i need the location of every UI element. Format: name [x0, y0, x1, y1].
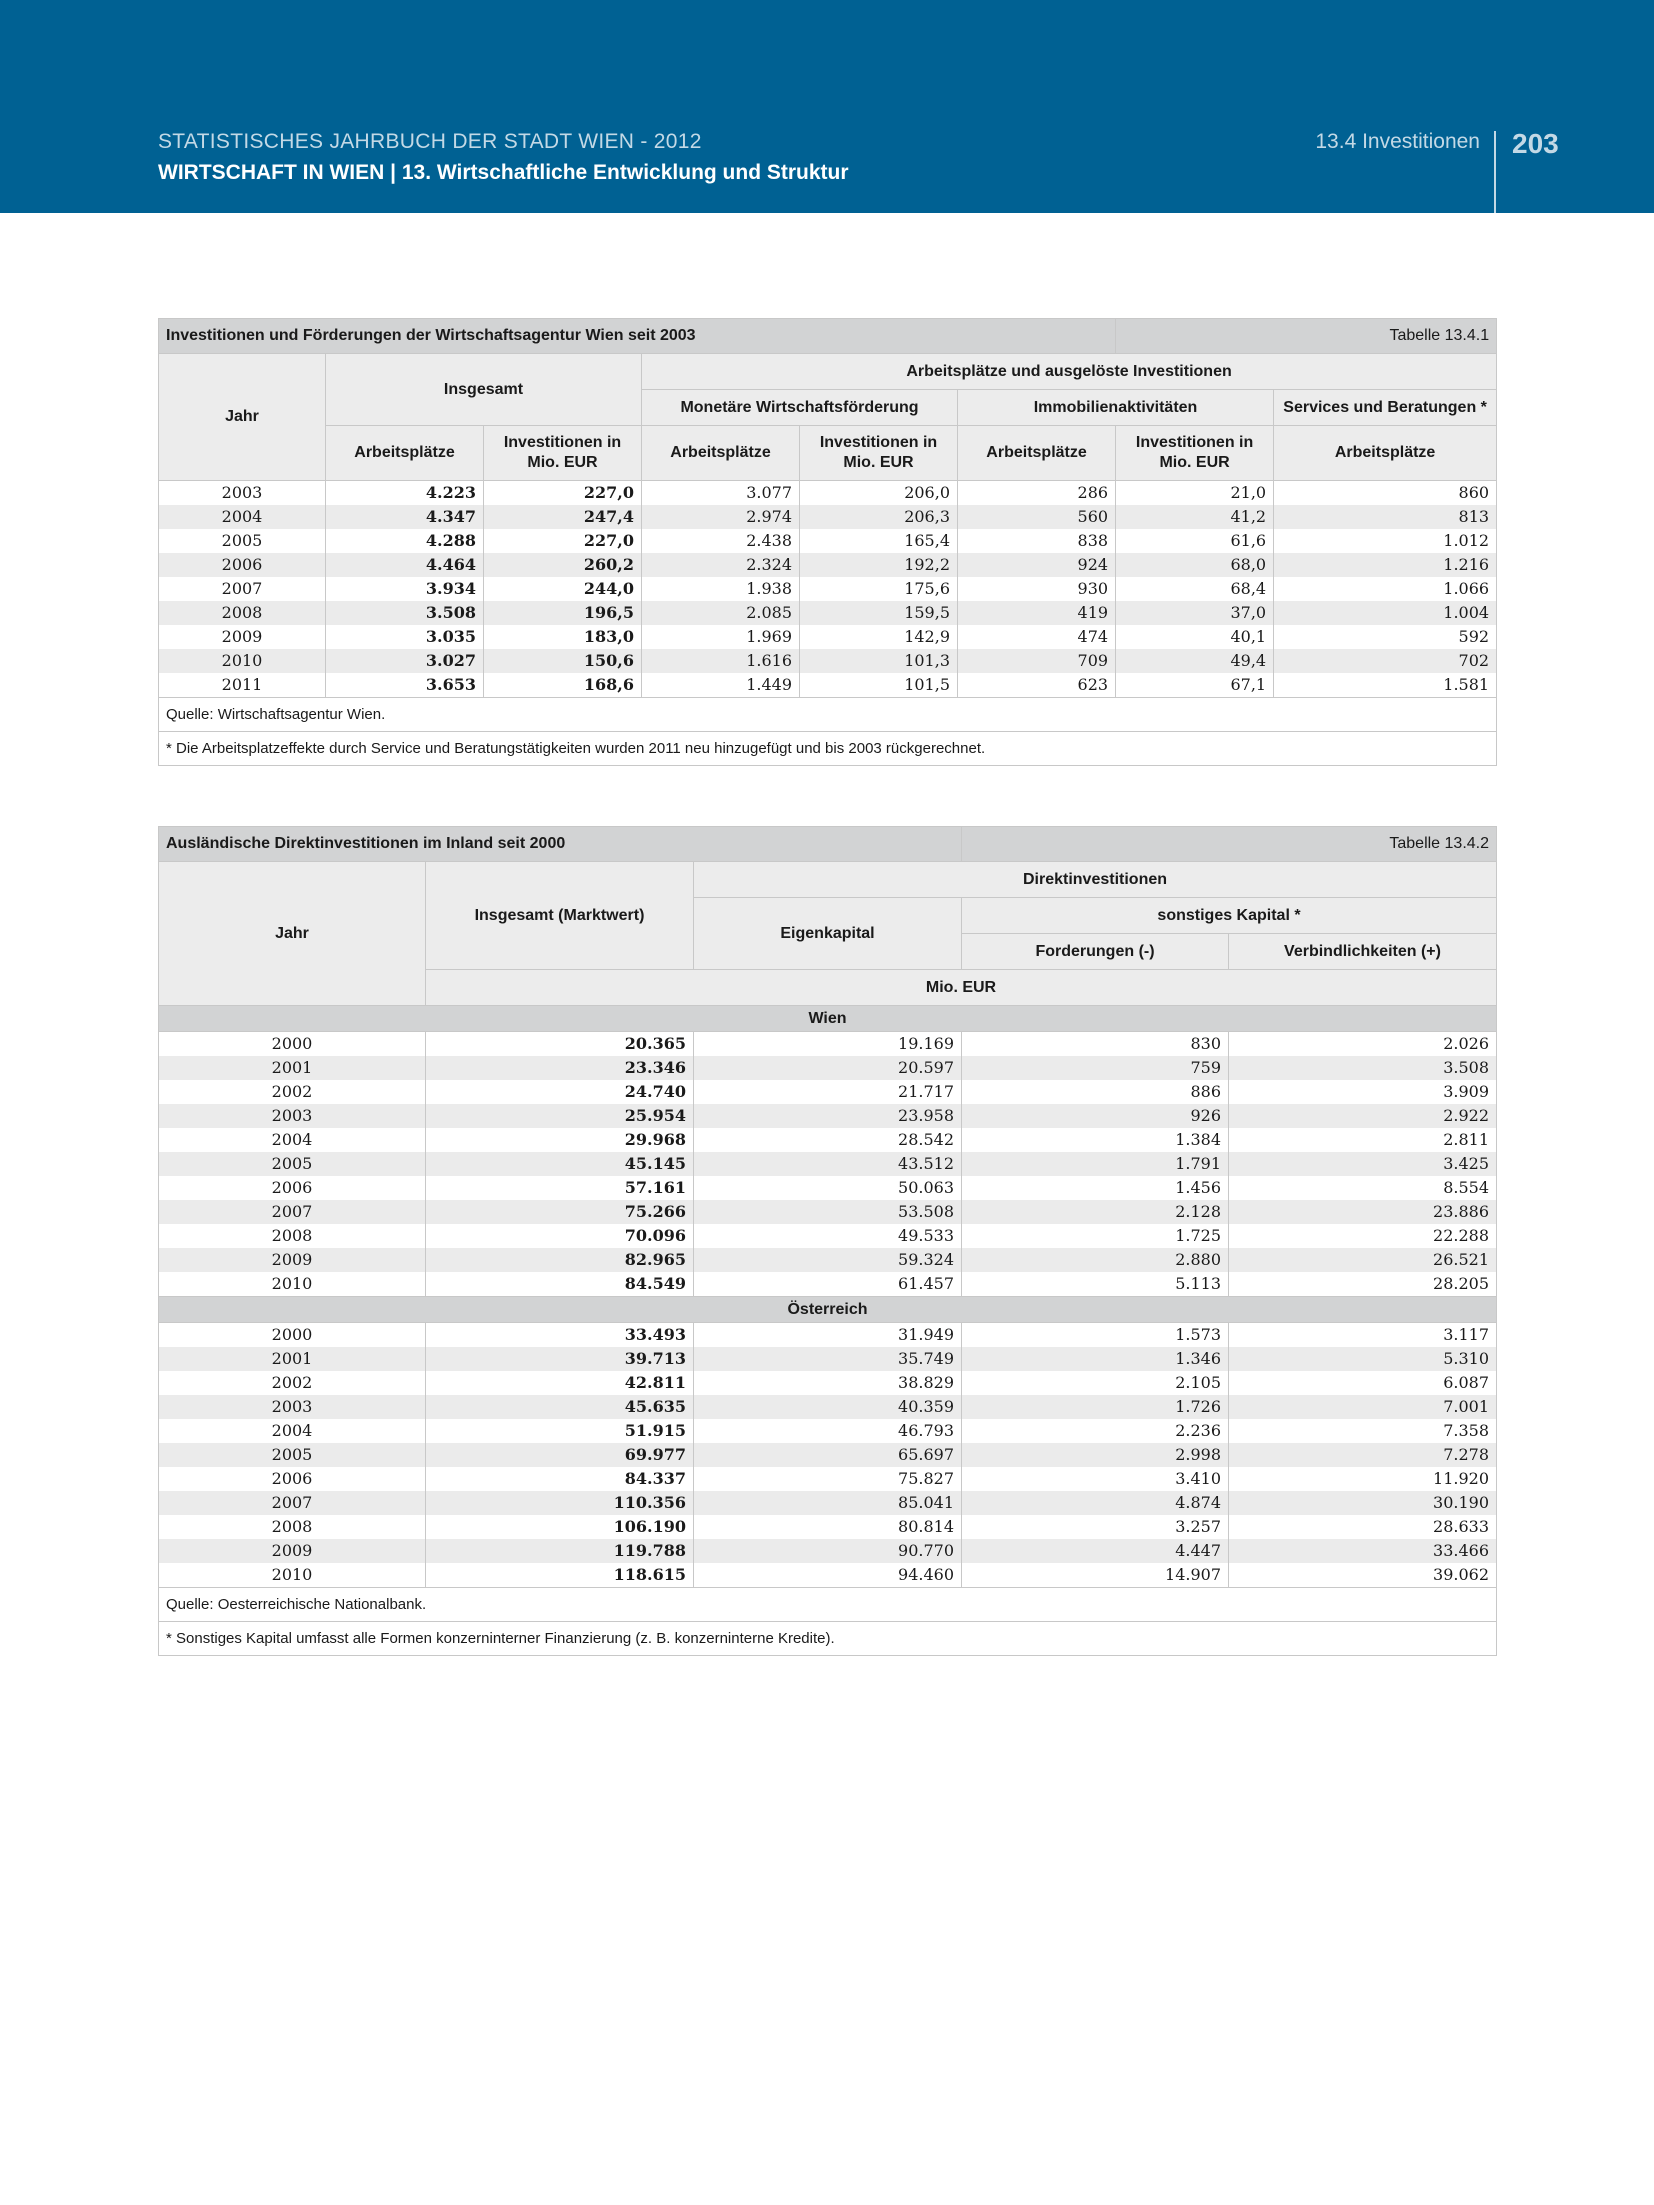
table-cell: 39.062 [1229, 1563, 1497, 1588]
col-header-insgesamt: Insgesamt [326, 354, 642, 426]
table-cell: 3.035 [326, 625, 484, 649]
table-cell: 886 [962, 1080, 1229, 1104]
table-cell: 260,2 [484, 553, 642, 577]
table-cell: 2005 [159, 1152, 426, 1176]
table-cell: 3.410 [962, 1467, 1229, 1491]
table-row [159, 577, 1497, 601]
table-row [159, 1272, 1497, 1297]
table-cell: 2.974 [642, 505, 800, 529]
table-cell: 67,1 [1116, 673, 1274, 698]
table-cell: 51.915 [426, 1419, 694, 1443]
col-header-eigenkapital: Eigenkapital [694, 898, 962, 970]
table-cell: 2009 [159, 1248, 426, 1272]
table-cell: 1.216 [1274, 553, 1497, 577]
table-cell: 28.542 [694, 1128, 962, 1152]
table-cell: 4.464 [326, 553, 484, 577]
table-cell: 5.113 [962, 1272, 1229, 1297]
table-row [159, 1056, 1497, 1080]
table-cell: 3.117 [1229, 1323, 1497, 1348]
table-cell: 759 [962, 1056, 1229, 1080]
table-cell: 838 [958, 529, 1116, 553]
table-cell: 2006 [159, 1467, 426, 1491]
table-cell: 830 [962, 1032, 1229, 1057]
table-cell: 3.425 [1229, 1152, 1497, 1176]
table-cell: 2.880 [962, 1248, 1229, 1272]
table-cell: 592 [1274, 625, 1497, 649]
header-divider [1494, 131, 1496, 213]
table-cell: 26.521 [1229, 1248, 1497, 1272]
table-cell: 2010 [159, 649, 326, 673]
table-cell: 82.965 [426, 1248, 694, 1272]
table-cell: 57.161 [426, 1176, 694, 1200]
table-cell: 3.934 [326, 577, 484, 601]
table-cell: 24.740 [426, 1080, 694, 1104]
table-cell: 61.457 [694, 1272, 962, 1297]
group-label: Österreich [159, 1297, 1497, 1323]
table-cell: 2010 [159, 1272, 426, 1297]
table-row [159, 1032, 1497, 1057]
table-row [159, 601, 1497, 625]
table-cell: 68,4 [1116, 577, 1274, 601]
table-cell: 53.508 [694, 1200, 962, 1224]
table-cell: 94.460 [694, 1563, 962, 1588]
table-cell: 90.770 [694, 1539, 962, 1563]
table-cell: 2004 [159, 505, 326, 529]
col-header-verbindlichkeiten: Verbindlichkeiten (+) [1229, 934, 1497, 970]
col-header-jahr: Jahr [159, 354, 326, 481]
table-cell: 28.633 [1229, 1515, 1497, 1539]
table-cell: 206,0 [800, 481, 958, 506]
table-cell: 227,0 [484, 529, 642, 553]
table-cell: 3.508 [1229, 1056, 1497, 1080]
table-row [159, 1467, 1497, 1491]
table-cell: 110.356 [426, 1491, 694, 1515]
table-cell: 2010 [159, 1563, 426, 1588]
table-row [159, 1491, 1497, 1515]
table-cell: 183,0 [484, 625, 642, 649]
table-cell: 150,6 [484, 649, 642, 673]
table-cell: 2009 [159, 625, 326, 649]
table-cell: 247,4 [484, 505, 642, 529]
table-row [159, 1224, 1497, 1248]
table-cell: 2.922 [1229, 1104, 1497, 1128]
section-label: 13.4 Investitionen [1315, 130, 1480, 153]
table-cell: 42.811 [426, 1371, 694, 1395]
col-header-arbeitsplaetze: Arbeitsplätze [642, 426, 800, 481]
col-header-investitionen: Investitionen in Mio. EUR [1116, 426, 1274, 481]
table-cell: 3.508 [326, 601, 484, 625]
table-cell: 2.236 [962, 1419, 1229, 1443]
table-cell: 1.384 [962, 1128, 1229, 1152]
table-cell: 84.337 [426, 1467, 694, 1491]
publication-title: STATISTISCHES JAHRBUCH DER STADT WIEN - 2012 [158, 130, 702, 153]
table-cell: 118.615 [426, 1563, 694, 1588]
page-number: 203 [1512, 128, 1559, 159]
table-title: Investitionen und Förderungen der Wirtschaftsagentur Wien seit 2003 [159, 319, 1116, 354]
table-cell: 2006 [159, 1176, 426, 1200]
table-cell: 19.169 [694, 1032, 962, 1057]
table-cell: 2004 [159, 1128, 426, 1152]
table-row [159, 553, 1497, 577]
table-cell: 1.004 [1274, 601, 1497, 625]
table-row [159, 1443, 1497, 1467]
table-cell: 1.726 [962, 1395, 1229, 1419]
table-cell: 7.278 [1229, 1443, 1497, 1467]
table-cell: 3.257 [962, 1515, 1229, 1539]
table-cell: 25.954 [426, 1104, 694, 1128]
table-row [159, 1371, 1497, 1395]
table-title-row [159, 827, 1497, 862]
table-cell: 61,6 [1116, 529, 1274, 553]
table-row [159, 1539, 1497, 1563]
table-cell: 6.087 [1229, 1371, 1497, 1395]
table-cell: 35.749 [694, 1347, 962, 1371]
col-header-investitionen: Investitionen in Mio. EUR [800, 426, 958, 481]
table-cell: 227,0 [484, 481, 642, 506]
table-row [159, 1395, 1497, 1419]
table-row [159, 1176, 1497, 1200]
table-cell: 46.793 [694, 1419, 962, 1443]
table-cell: 20.597 [694, 1056, 962, 1080]
table-cell: 21,0 [1116, 481, 1274, 506]
table-body [159, 1006, 1497, 1588]
table-cell: 165,4 [800, 529, 958, 553]
col-header-direktinvestitionen: Direktinvestitionen [694, 862, 1497, 898]
table-cell: 702 [1274, 649, 1497, 673]
page-header [0, 0, 1654, 213]
table-number: Tabelle 13.4.1 [1116, 319, 1497, 354]
group-label: Wien [159, 1006, 1497, 1032]
table-cell: 8.554 [1229, 1176, 1497, 1200]
table-source: Quelle: Oesterreichische Nationalbank. [159, 1588, 1497, 1622]
table-cell: 1.012 [1274, 529, 1497, 553]
table-cell: 1.725 [962, 1224, 1229, 1248]
table-cell: 175,6 [800, 577, 958, 601]
table-cell: 2.085 [642, 601, 800, 625]
table-cell: 2007 [159, 577, 326, 601]
table-cell: 244,0 [484, 577, 642, 601]
table-row [159, 1128, 1497, 1152]
table-cell: 3.027 [326, 649, 484, 673]
table-cell: 85.041 [694, 1491, 962, 1515]
table-cell: 45.635 [426, 1395, 694, 1419]
table-cell: 37,0 [1116, 601, 1274, 625]
table-cell: 1.346 [962, 1347, 1229, 1371]
col-header-forderungen: Forderungen (-) [962, 934, 1229, 970]
table-cell: 49,4 [1116, 649, 1274, 673]
col-header-jahr: Jahr [159, 862, 426, 1006]
table-cell: 2003 [159, 1395, 426, 1419]
table-cell: 75.266 [426, 1200, 694, 1224]
table-cell: 2009 [159, 1539, 426, 1563]
table-row [159, 1200, 1497, 1224]
chapter-title: WIRTSCHAFT IN WIEN | 13. Wirtschaftliche Entwicklung und Struktur [158, 161, 849, 184]
table-row [159, 1563, 1497, 1588]
table-cell: 2.998 [962, 1443, 1229, 1467]
table-cell: 1.969 [642, 625, 800, 649]
table-cell: 84.549 [426, 1272, 694, 1297]
table-cell: 3.077 [642, 481, 800, 506]
table-cell: 2007 [159, 1491, 426, 1515]
table-row [159, 1248, 1497, 1272]
table-cell: 45.145 [426, 1152, 694, 1176]
table-cell: 2.438 [642, 529, 800, 553]
table-cell: 50.063 [694, 1176, 962, 1200]
table-cell: 11.920 [1229, 1467, 1497, 1491]
table-cell: 206,3 [800, 505, 958, 529]
table-row [159, 649, 1497, 673]
table-cell: 2.324 [642, 553, 800, 577]
table-cell: 38.829 [694, 1371, 962, 1395]
table-cell: 2005 [159, 1443, 426, 1467]
table-cell: 20.365 [426, 1032, 694, 1057]
table-cell: 623 [958, 673, 1116, 698]
table-cell: 196,5 [484, 601, 642, 625]
table-title-row [159, 319, 1497, 354]
table-cell: 14.907 [962, 1563, 1229, 1588]
table-cell: 59.324 [694, 1248, 962, 1272]
table-cell: 1.449 [642, 673, 800, 698]
table-cell: 2011 [159, 673, 326, 698]
table-cell: 860 [1274, 481, 1497, 506]
table-cell: 1.581 [1274, 673, 1497, 698]
table-cell: 4.447 [962, 1539, 1229, 1563]
table-number: Tabelle 13.4.2 [962, 827, 1497, 862]
table-cell: 106.190 [426, 1515, 694, 1539]
table-row [159, 1347, 1497, 1371]
table-row [159, 505, 1497, 529]
table-cell: 29.968 [426, 1128, 694, 1152]
table-direktinvestitionen [158, 826, 1497, 1656]
table-cell: 159,5 [800, 601, 958, 625]
table-cell: 49.533 [694, 1224, 962, 1248]
table-cell: 2005 [159, 529, 326, 553]
table-cell: 28.205 [1229, 1272, 1497, 1297]
table-cell: 930 [958, 577, 1116, 601]
table-cell: 119.788 [426, 1539, 694, 1563]
table-cell: 75.827 [694, 1467, 962, 1491]
table-row [159, 625, 1497, 649]
table-cell: 2002 [159, 1371, 426, 1395]
table-cell: 33.493 [426, 1323, 694, 1348]
table-cell: 21.717 [694, 1080, 962, 1104]
table-cell: 39.713 [426, 1347, 694, 1371]
group-row [159, 1297, 1497, 1323]
col-header-arbeitsplaetze-investitionen: Arbeitsplätze und ausgelöste Investitionen [642, 354, 1497, 390]
table-cell: 1.791 [962, 1152, 1229, 1176]
table-cell: 7.358 [1229, 1419, 1497, 1443]
table-cell: 2008 [159, 1224, 426, 1248]
col-header-arbeitsplaetze: Arbeitsplätze [958, 426, 1116, 481]
col-header-insgesamt: Insgesamt (Marktwert) [426, 862, 694, 970]
table-body [159, 481, 1497, 698]
table-cell: 22.288 [1229, 1224, 1497, 1248]
table-cell: 4.223 [326, 481, 484, 506]
table-row [159, 1152, 1497, 1176]
table-cell: 2003 [159, 1104, 426, 1128]
table-cell: 286 [958, 481, 1116, 506]
table-cell: 3.653 [326, 673, 484, 698]
table-cell: 709 [958, 649, 1116, 673]
table-cell: 474 [958, 625, 1116, 649]
table-cell: 1.938 [642, 577, 800, 601]
col-header-monetaer: Monetäre Wirtschaftsförderung [642, 390, 958, 426]
table-cell: 2001 [159, 1347, 426, 1371]
table-cell: 168,6 [484, 673, 642, 698]
table-cell: 40,1 [1116, 625, 1274, 649]
table-cell: 4.347 [326, 505, 484, 529]
table-cell: 31.949 [694, 1323, 962, 1348]
table-row [159, 673, 1497, 698]
group-row [159, 1006, 1497, 1032]
table-cell: 924 [958, 553, 1116, 577]
table-cell: 33.466 [1229, 1539, 1497, 1563]
table-cell: 1.616 [642, 649, 800, 673]
table-row [159, 1419, 1497, 1443]
table-cell: 41,2 [1116, 505, 1274, 529]
table-cell: 4.288 [326, 529, 484, 553]
table-title: Ausländische Direktinvestitionen im Inland seit 2000 [159, 827, 962, 862]
table-cell: 2.128 [962, 1200, 1229, 1224]
table-cell: 2.811 [1229, 1128, 1497, 1152]
table-cell: 2000 [159, 1323, 426, 1348]
table-footnote: * Die Arbeitsplatzeffekte durch Service und Beratungstätigkeiten wurden 2011 neu hinzugefügt und bis 2003 rückgerechnet. [159, 732, 1497, 766]
col-header-arbeitsplaetze: Arbeitsplätze [1274, 426, 1497, 481]
table-row [159, 1104, 1497, 1128]
table-row [159, 481, 1497, 506]
table-cell: 23.886 [1229, 1200, 1497, 1224]
table-cell: 80.814 [694, 1515, 962, 1539]
table-cell: 43.512 [694, 1152, 962, 1176]
table-cell: 1.066 [1274, 577, 1497, 601]
col-header-arbeitsplaetze: Arbeitsplätze [326, 426, 484, 481]
table-cell: 2003 [159, 481, 326, 506]
table-row [159, 1515, 1497, 1539]
col-header-services: Services und Beratungen * [1274, 390, 1497, 426]
table-cell: 69.977 [426, 1443, 694, 1467]
table-row [159, 1323, 1497, 1348]
table-cell: 2002 [159, 1080, 426, 1104]
table-cell: 70.096 [426, 1224, 694, 1248]
table-investitionen-foerderungen [158, 318, 1497, 766]
col-header-sonstiges-kapital: sonstiges Kapital * [962, 898, 1497, 934]
table-cell: 2.026 [1229, 1032, 1497, 1057]
unit-header: Mio. EUR [426, 970, 1497, 1006]
table-cell: 3.909 [1229, 1080, 1497, 1104]
col-header-investitionen: Investitionen in Mio. EUR [484, 426, 642, 481]
table-cell: 4.874 [962, 1491, 1229, 1515]
table-cell: 7.001 [1229, 1395, 1497, 1419]
table-cell: 2000 [159, 1032, 426, 1057]
table-cell: 2008 [159, 1515, 426, 1539]
table-cell: 560 [958, 505, 1116, 529]
table-cell: 40.359 [694, 1395, 962, 1419]
table-cell: 2001 [159, 1056, 426, 1080]
table-cell: 101,3 [800, 649, 958, 673]
col-header-immobilien: Immobilienaktivitäten [958, 390, 1274, 426]
table-cell: 813 [1274, 505, 1497, 529]
table-cell: 2.105 [962, 1371, 1229, 1395]
table-cell: 65.697 [694, 1443, 962, 1467]
table-cell: 142,9 [800, 625, 958, 649]
table-cell: 2008 [159, 601, 326, 625]
table-source: Quelle: Wirtschaftsagentur Wien. [159, 698, 1497, 732]
table-cell: 101,5 [800, 673, 958, 698]
table-cell: 192,2 [800, 553, 958, 577]
table-cell: 23.346 [426, 1056, 694, 1080]
table-row [159, 529, 1497, 553]
table-cell: 23.958 [694, 1104, 962, 1128]
table-cell: 5.310 [1229, 1347, 1497, 1371]
table-cell: 30.190 [1229, 1491, 1497, 1515]
table-cell: 1.573 [962, 1323, 1229, 1348]
table-cell: 926 [962, 1104, 1229, 1128]
table-cell: 419 [958, 601, 1116, 625]
table-footnote: * Sonstiges Kapital umfasst alle Formen konzerninterner Finanzierung (z. B. konzerninterne Kredite). [159, 1622, 1497, 1656]
table-cell: 1.456 [962, 1176, 1229, 1200]
table-row [159, 1080, 1497, 1104]
table-cell: 2006 [159, 553, 326, 577]
table-cell: 2004 [159, 1419, 426, 1443]
table-cell: 2007 [159, 1200, 426, 1224]
table-cell: 68,0 [1116, 553, 1274, 577]
